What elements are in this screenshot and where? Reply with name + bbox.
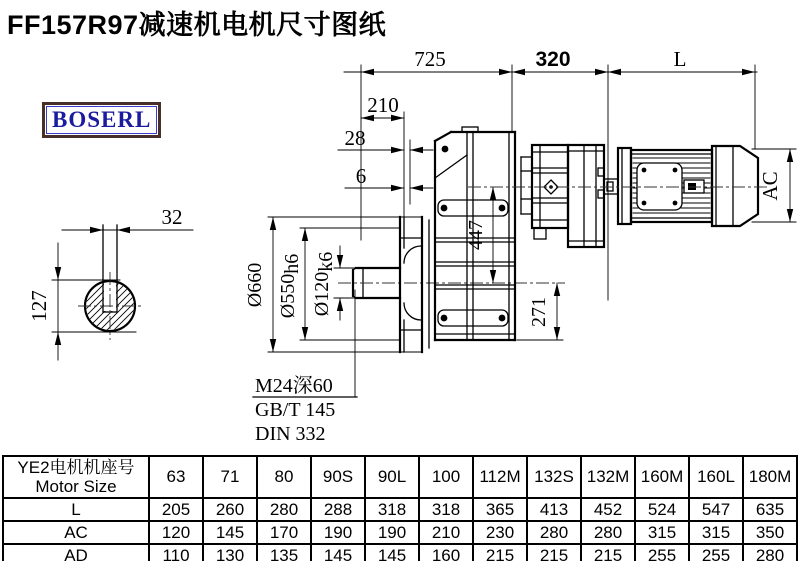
table-corner-cell: YE2电机机座号 Motor Size <box>3 456 149 498</box>
dim-dia550: Ø550h6 <box>277 253 303 319</box>
dim-210: 210 <box>367 93 399 117</box>
shaft-section-view <box>27 205 193 360</box>
dim-AC: AC <box>758 171 782 201</box>
diameter-dimensions <box>244 217 422 352</box>
output-shaft <box>338 268 565 298</box>
note-thread: M24深60 <box>255 375 333 397</box>
motor <box>468 146 770 226</box>
dim-271: 271 <box>528 297 550 327</box>
table-header-row: YE2电机机座号 Motor Size 63 71 80 90S 90L 100 112M 132S 132M 160M 160L 180M <box>3 456 797 498</box>
note-standard-gbt: GB/T 145 <box>255 399 336 421</box>
motor-size-table <box>2 455 798 561</box>
page-title: FF157R97减速机电机尺寸图纸 <box>7 10 387 40</box>
table-row: L 205 260 280 288 318 318 365 413 452 524 547 635 <box>3 498 797 521</box>
fan-cowl <box>712 146 758 226</box>
bolt-icon <box>499 315 506 322</box>
bolt-icon <box>441 315 448 322</box>
dim-dia120: Ø120k6 <box>311 251 337 317</box>
dim-320: 320 <box>535 48 571 71</box>
table-row: AD 110 130 135 145 145 160 215 215 215 255 255 280 <box>3 544 797 561</box>
bolt-icon <box>442 146 449 153</box>
bolt-icon <box>499 205 506 212</box>
brand-logo-text: BOSERL <box>46 106 157 134</box>
dim-dia660: Ø660 <box>244 262 266 308</box>
dim-28: 28 <box>344 126 366 150</box>
dim-447: 447 <box>465 220 487 250</box>
input-adapter <box>521 145 618 247</box>
dim-32: 32 <box>161 205 183 229</box>
table-row: AC 120 145 170 190 190 210 230 280 280 315 315 350 <box>3 521 797 544</box>
note-standard-din: DIN 332 <box>255 423 326 445</box>
dim-6: 6 <box>355 164 367 188</box>
dim-127: 127 <box>27 290 51 322</box>
left-offset-dimensions <box>338 93 433 226</box>
bolt-icon <box>441 205 448 212</box>
dim-725: 725 <box>414 47 446 71</box>
dim-L: L <box>673 47 687 71</box>
output-flange <box>400 217 429 352</box>
